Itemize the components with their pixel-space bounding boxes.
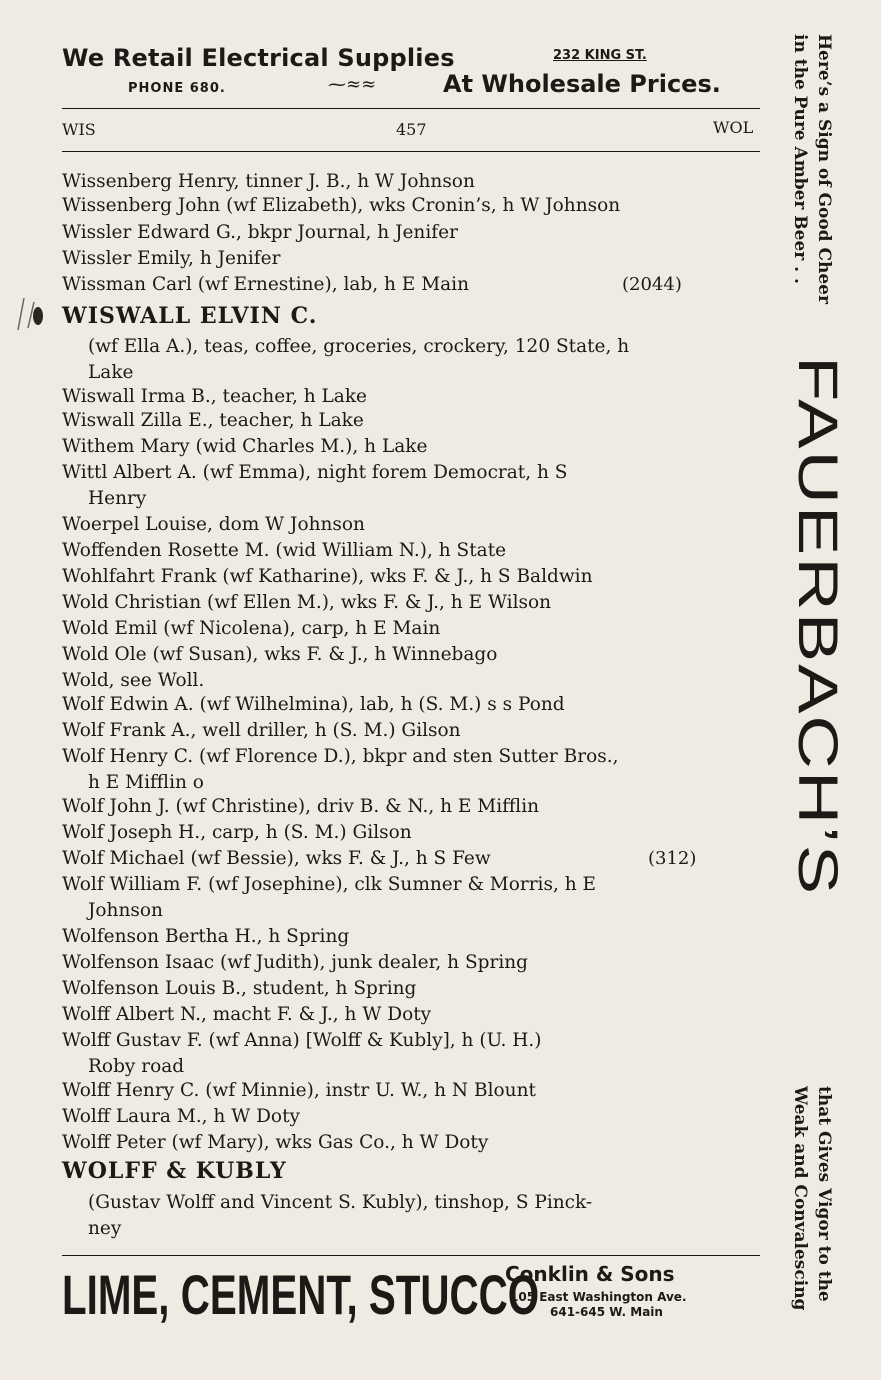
directory-entry: Wolff Henry C. (wf Minnie), instr U. W., h N Blount bbox=[62, 1080, 536, 1101]
footer-ad-address1: 105 East Washington Ave. bbox=[510, 1290, 687, 1304]
header-rule-bottom bbox=[62, 151, 760, 152]
directory-entry: Wolfenson Louis B., student, h Spring bbox=[62, 978, 417, 999]
side-ad-top-line1: Here’s a Sign of Good Cheer bbox=[814, 34, 834, 304]
header-ad-line1: We Retail Electrical Supplies bbox=[62, 44, 455, 72]
directory-entry: Wold Christian (wf Ellen M.), wks F. & J., h E Wilson bbox=[62, 592, 552, 613]
brand-name: FAUERBACH’S bbox=[787, 356, 850, 897]
directory-entry: Wolff Gustav F. (wf Anna) [Wolff & Kubly], h (U. H.) bbox=[62, 1030, 542, 1051]
directory-entry: Lake bbox=[88, 362, 134, 383]
side-ad-brand bbox=[770, 356, 850, 1056]
directory-entry: Wold, see Woll. bbox=[62, 670, 205, 691]
directory-entry: Wolfenson Isaac (wf Judith), junk dealer, h Spring bbox=[62, 952, 528, 973]
directory-entry: Wissler Edward G., bkpr Journal, h Jenifer bbox=[62, 222, 458, 243]
side-ad-bottom-line2: Weak and Convalescing bbox=[790, 1086, 810, 1311]
directory-entry: Wissler Emily, h Jenifer bbox=[62, 248, 281, 269]
business-heading: WISWALL ELVIN C. bbox=[62, 303, 318, 329]
business-heading: WOLFF & KUBLY bbox=[62, 1158, 287, 1184]
side-ad-top bbox=[786, 34, 834, 334]
directory-entry: Henry bbox=[88, 488, 147, 509]
directory-entry: Wittl Albert A. (wf Emma), night forem Democrat, h S bbox=[62, 462, 568, 483]
directory-entry: Wolff Laura M., h W Doty bbox=[62, 1106, 300, 1127]
directory-entry: Woerpel Louise, dom W Johnson bbox=[62, 514, 365, 535]
lightning-flourish-icon: ⁓≈≈ bbox=[328, 74, 377, 95]
directory-entry: (wf Ella A.), teas, coffee, groceries, crockery, 120 State, h bbox=[88, 336, 630, 357]
directory-entry: Wolf John J. (wf Christine), driv B. & N., h E Mifflin bbox=[62, 796, 540, 817]
side-ad-top-line2: in the Pure Amber Beer . . bbox=[790, 34, 810, 284]
directory-entry: Wolf Michael (wf Bessie), wks F. & J., h S Few bbox=[62, 848, 491, 869]
directory-entry: Wolff Peter (wf Mary), wks Gas Co., h W Doty bbox=[62, 1132, 489, 1153]
entry-alt-number: (312) bbox=[648, 848, 697, 869]
directory-entry: Wohlfahrt Frank (wf Katharine), wks F. & J., h S Baldwin bbox=[62, 566, 593, 587]
directory-entry: Johnson bbox=[88, 900, 163, 921]
side-ad-bottom bbox=[786, 1086, 834, 1326]
footer-ad-products: LIME, CEMENT, STUCCO bbox=[62, 1263, 540, 1326]
side-ad-bottom-line1: that Gives Vigor to the bbox=[814, 1086, 834, 1302]
directory-entry: Roby road bbox=[88, 1056, 185, 1077]
entry-alt-number: (2044) bbox=[622, 274, 682, 295]
footer-ad-address2: 641-645 W. Main bbox=[550, 1305, 663, 1319]
directory-entry: Wolf Joseph H., carp, h (S. M.) Gilson bbox=[62, 822, 412, 843]
footer-ad-company: Conklin & Sons bbox=[505, 1262, 675, 1286]
directory-entry: Wissenberg John (wf Elizabeth), wks Cronin’s, h W Johnson bbox=[62, 195, 621, 216]
running-head-left: WIS bbox=[62, 120, 96, 139]
header-ad-phone: PHONE 680. bbox=[128, 81, 226, 96]
directory-entry: Wolff Albert N., macht F. & J., h W Doty bbox=[62, 1004, 432, 1025]
pointing-hand-icon bbox=[14, 294, 44, 332]
running-head-right: WOL bbox=[713, 118, 754, 137]
directory-entry: Withem Mary (wid Charles M.), h Lake bbox=[62, 436, 428, 457]
directory-entry: Wolf Frank A., well driller, h (S. M.) Gilson bbox=[62, 720, 461, 741]
directory-entry: Wolf William F. (wf Josephine), clk Sumner & Morris, h E bbox=[62, 874, 597, 895]
directory-entry: h E Mifflin o bbox=[88, 772, 204, 793]
directory-entry: Wold Ole (wf Susan), wks F. & J., h Winnebago bbox=[62, 644, 498, 665]
directory-entry: ney bbox=[88, 1218, 122, 1239]
directory-entry: Wolf Henry C. (wf Florence D.), bkpr and sten Sutter Bros., bbox=[62, 746, 619, 767]
page-number: 457 bbox=[396, 120, 427, 139]
directory-entry: Wolf Edwin A. (wf Wilhelmina), lab, h (S. M.) s s Pond bbox=[62, 694, 565, 715]
directory-entry: Wissman Carl (wf Ernestine), lab, h E Main bbox=[62, 274, 469, 295]
directory-entry: Wiswall Irma B., teacher, h Lake bbox=[62, 386, 367, 407]
directory-entry: Wolfenson Bertha H., h Spring bbox=[62, 926, 350, 947]
directory-entry: (Gustav Wolff and Vincent S. Kubly), tinshop, S Pinck- bbox=[88, 1192, 593, 1213]
directory-entry: Wiswall Zilla E., teacher, h Lake bbox=[62, 410, 364, 431]
directory-entry: Wissenberg Henry, tinner J. B., h W Johnson bbox=[62, 171, 475, 192]
header-ad-address: 232 KING ST. bbox=[553, 48, 647, 63]
directory-entry: Wold Emil (wf Nicolena), carp, h E Main bbox=[62, 618, 441, 639]
header-rule-top bbox=[62, 108, 760, 109]
footer-rule bbox=[62, 1255, 760, 1256]
header-ad-line2: At Wholesale Prices. bbox=[443, 70, 721, 98]
directory-entry: Woffenden Rosette M. (wid William N.), h State bbox=[62, 540, 507, 561]
